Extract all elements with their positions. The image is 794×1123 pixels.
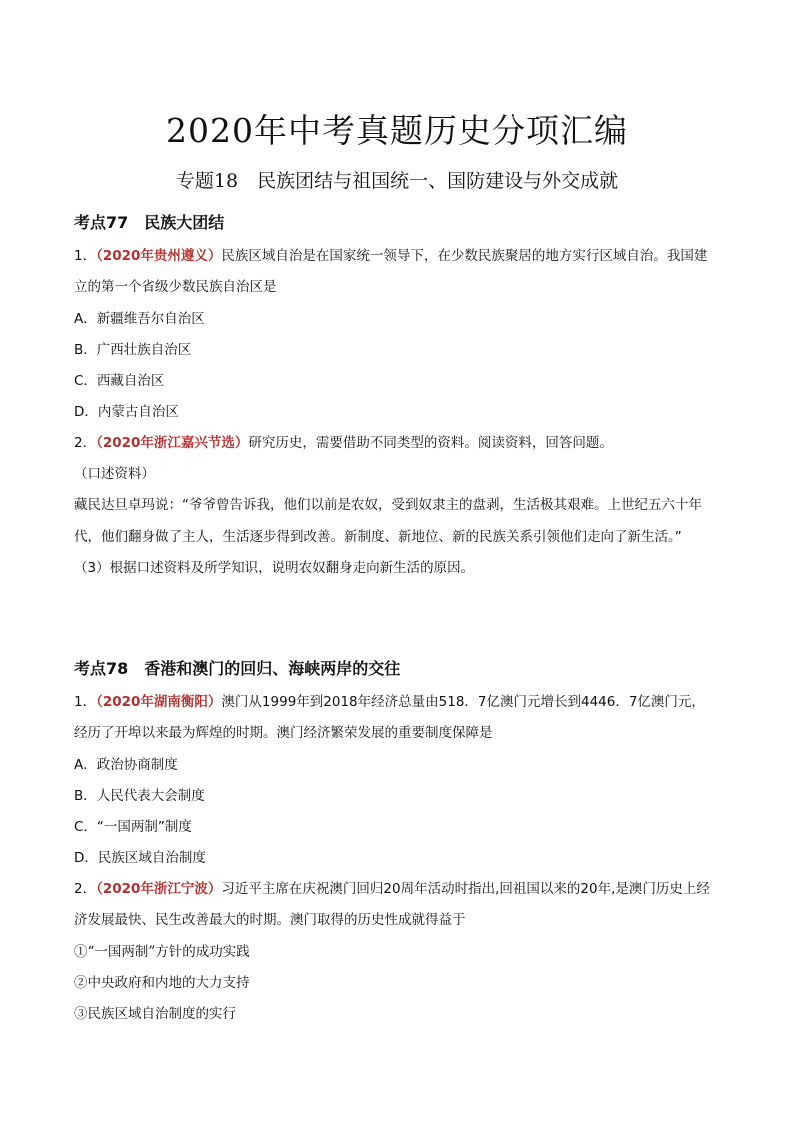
question-text: 澳门从1999年到2018年经济总量由518．7亿澳门元增长到4446．7亿澳门元，	[221, 694, 705, 710]
question-number: 2．	[74, 435, 97, 451]
section-heading-78: 考点78 香港和澳门的回归、海峡两岸的交往	[74, 659, 401, 678]
question-text: 民族区域自治是在国家统一领导下，在少数民族聚居的地方实行区域自治。我国建	[221, 248, 708, 264]
page-title: 2020年中考真题历史分项汇编	[166, 111, 628, 150]
material-text-cont: 代，他们翻身做了主人，生活逐步得到改善。新制度、新地位、新的民族关系引领他们走向了新生活。”	[74, 529, 682, 545]
question-source: （2020年浙江嘉兴节选）	[96, 435, 249, 451]
material-text: 藏民达旦卓玛说：“爷爷曾告诉我，他们以前是农奴，受到奴隶主的盘剥，生活极其艰难。上世纪五六十年	[74, 497, 702, 513]
statement-1: ①“一国两制”方针的成功实践	[74, 944, 250, 960]
option-a: A．政治协商制度	[74, 757, 178, 773]
question-source: （2020年湖南衡阳）	[96, 694, 222, 710]
option-c: C．西藏自治区	[74, 373, 165, 389]
material-label: （口述资料）	[74, 466, 155, 482]
question-number: 2．	[74, 881, 97, 897]
option-d: D．内蒙古自治区	[74, 404, 179, 420]
question-number: 1．	[74, 694, 97, 710]
option-b: B．广西壮族自治区	[74, 342, 192, 358]
option-b: B．人民代表大会制度	[74, 788, 205, 804]
option-c: C．“一国两制”制度	[74, 819, 192, 835]
question-source: （2020年贵州遵义）	[96, 248, 222, 264]
question-text: 研究历史，需要借助不同类型的资料。阅读资料，回答问题。	[248, 435, 613, 451]
sub-question-3: （3）根据口述资料及所学知识，说明农奴翻身走向新生活的原因。	[74, 560, 475, 576]
option-a: A．新疆维吾尔自治区	[74, 311, 205, 327]
question-2-stem-cont: 济发展最快、民生改善最大的时期。澳门取得的历史性成就得益于	[74, 912, 466, 928]
statement-2: ②中央政府和内地的大力支持	[74, 975, 250, 991]
question-number: 1．	[74, 248, 97, 264]
question-1-stem	[74, 247, 707, 265]
statement-3: ③民族区域自治制度的实行	[74, 1006, 236, 1022]
page-subtitle: 专题18 民族团结与祖国统一、国防建设与外交成就	[175, 170, 619, 192]
question-2-stem	[74, 434, 613, 452]
question-1-stem-cont: 立的第一个省级少数民族自治区是	[74, 279, 277, 295]
question-source: （2020年浙江宁波）	[96, 881, 222, 897]
question-text: 习近平主席在庆祝澳门回归20周年活动时指出,回祖国以来的20年,是澳门历史上经	[221, 881, 710, 897]
section-heading-77: 考点77 民族大团结	[74, 213, 225, 232]
option-d: D．民族区域自治制度	[74, 850, 206, 866]
question-1-stem-cont: 经历了开埠以来最为辉煌的时期。澳门经济繁荣发展的重要制度保障是	[74, 725, 493, 741]
question-2-stem	[74, 880, 710, 898]
question-1-stem	[74, 693, 705, 711]
